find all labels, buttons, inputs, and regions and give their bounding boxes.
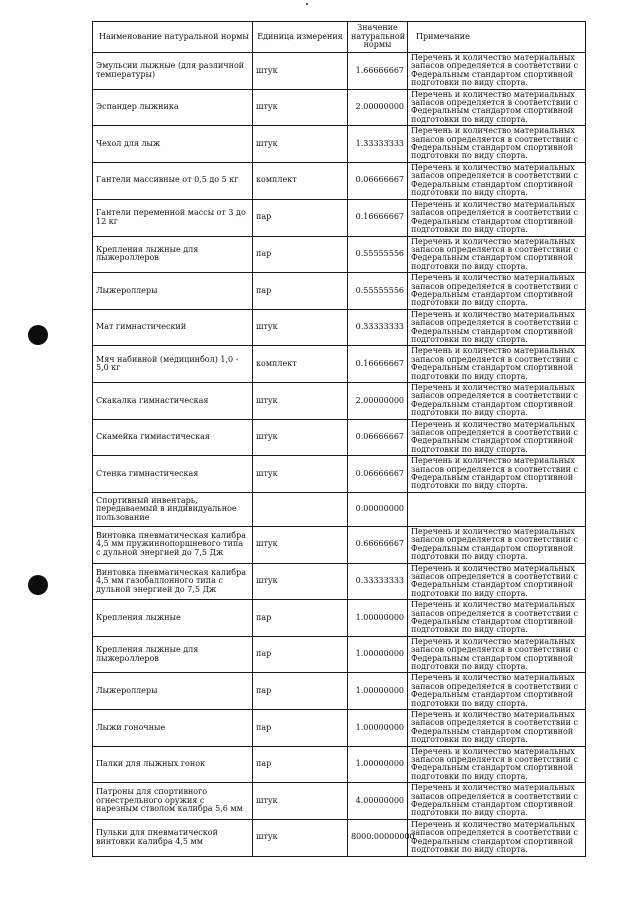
cell-name: Винтовка пневматическая калибра 4,5 мм пружиннопоршневого типа с дульной энергией до 7,5 Дж	[93, 526, 253, 563]
table-row	[93, 563, 586, 600]
cell-note: Перечень и количество материальных запасов определяется в соответствии с Федеральным стандартом спортивной подготовки по виду спорта.	[408, 126, 586, 163]
cell-name: Винтовка пневматическая калибра 4,5 мм газобаллонного типа с дульной энергией до 7,5 Дж	[93, 563, 253, 600]
cell-name: Скамейка гимнастическая	[93, 419, 253, 456]
table-row	[93, 783, 586, 820]
cell-name: Крепления лыжные	[93, 600, 253, 637]
cell-unit: комплект	[253, 162, 348, 199]
cell-name: Лыжероллеры	[93, 673, 253, 710]
cell-value: 2.00000000	[348, 383, 408, 420]
table-row	[93, 309, 586, 346]
cell-value: 0.06666667	[348, 419, 408, 456]
cell-note: Перечень и количество материальных запасов определяется в соответствии с Федеральным стандартом спортивной подготовки по виду спорта.	[408, 309, 586, 346]
cell-value: 1.00000000	[348, 600, 408, 637]
cell-unit: штук	[253, 126, 348, 163]
cell-note: Перечень и количество материальных запасов определяется в соответствии с Федеральным стандартом спортивной подготовки по виду спорта.	[408, 636, 586, 673]
cell-value: 4.00000000	[348, 783, 408, 820]
cell-unit: пар	[253, 710, 348, 747]
cell-unit: пар	[253, 199, 348, 236]
cell-value: 0.33333333	[348, 309, 408, 346]
cell-value: 1.00000000	[348, 710, 408, 747]
cell-unit: штук	[253, 783, 348, 820]
cell-name: Крепления лыжные для лыжероллеров	[93, 236, 253, 273]
header-value: Значение натуральной нормы	[348, 22, 408, 53]
cell-name: Лыжи гоночные	[93, 710, 253, 747]
punch-hole-top	[28, 325, 48, 345]
table-row	[93, 600, 586, 637]
cell-unit: пар	[253, 600, 348, 637]
cell-note: Перечень и количество материальных запасов определяется в соответствии с Федеральным стандартом спортивной подготовки по виду спорта.	[408, 526, 586, 563]
table-row	[93, 419, 586, 456]
cell-value: 0.55555556	[348, 273, 408, 310]
cell-name: Стенка гимнастическая	[93, 456, 253, 493]
cell-name: Гантели массивные от 0,5 до 5 кг	[93, 162, 253, 199]
cell-unit: штук	[253, 53, 348, 90]
header-name: Наименование натуральной нормы	[93, 22, 253, 53]
cell-unit: комплект	[253, 346, 348, 383]
cell-value: 0.66666667	[348, 526, 408, 563]
cell-unit: пар	[253, 273, 348, 310]
table-row	[93, 526, 586, 563]
cell-value: 0.55555556	[348, 236, 408, 273]
table-row	[93, 126, 586, 163]
table-row	[93, 162, 586, 199]
cell-value: 1.66666667	[348, 53, 408, 90]
cell-note: Перечень и количество материальных запасов определяется в соответствии с Федеральным стандартом спортивной подготовки по виду спорта.	[408, 273, 586, 310]
cell-note: Перечень и количество материальных запасов определяется в соответствии с Федеральным стандартом спортивной подготовки по виду спорта.	[408, 236, 586, 273]
cell-note: Перечень и количество материальных запасов определяется в соответствии с Федеральным стандартом спортивной подготовки по виду спорта.	[408, 53, 586, 90]
cell-unit: штук	[253, 819, 348, 856]
table-row	[93, 492, 586, 526]
cell-note: Перечень и количество материальных запасов определяется в соответствии с Федеральным стандартом спортивной подготовки по виду спорта.	[408, 710, 586, 747]
cell-value: 1.00000000	[348, 636, 408, 673]
cell-note: Перечень и количество материальных запасов определяется в соответствии с Федеральным стандартом спортивной подготовки по виду спорта.	[408, 89, 586, 126]
cell-value: 0.16666667	[348, 199, 408, 236]
table-row	[93, 273, 586, 310]
cell-value: 1.00000000	[348, 746, 408, 783]
table-row	[93, 710, 586, 747]
cell-name: Чехол для лыж	[93, 126, 253, 163]
table-header-row	[93, 22, 586, 53]
table-row	[93, 383, 586, 420]
cell-value: 1.33333333	[348, 126, 408, 163]
cell-note: Перечень и количество материальных запасов определяется в соответствии с Федеральным стандартом спортивной подготовки по виду спорта.	[408, 746, 586, 783]
cell-unit: пар	[253, 236, 348, 273]
cell-name: Патроны для спортивного огнестрельного оружия с нарезным стволом калибра 5,6 мм	[93, 783, 253, 820]
cell-value: 0.00000000	[348, 492, 408, 526]
cell-note	[408, 492, 586, 526]
cell-note: Перечень и количество материальных запасов определяется в соответствии с Федеральным стандартом спортивной подготовки по виду спорта.	[408, 346, 586, 383]
norms-table	[92, 21, 586, 857]
cell-value: 0.06666667	[348, 162, 408, 199]
punch-hole-bottom	[28, 575, 48, 595]
table-row	[93, 636, 586, 673]
cell-name: Пульки для пневматической винтовки калибра 4,5 мм	[93, 819, 253, 856]
table-row	[93, 53, 586, 90]
cell-unit: штук	[253, 419, 348, 456]
cell-name: Спортивный инвентарь, передаваемый в индивидуальное пользование	[93, 492, 253, 526]
cell-note: Перечень и количество материальных запасов определяется в соответствии с Федеральным стандартом спортивной подготовки по виду спорта.	[408, 819, 586, 856]
table-row	[93, 456, 586, 493]
table-row	[93, 89, 586, 126]
cell-note: Перечень и количество материальных запасов определяется в соответствии с Федеральным стандартом спортивной подготовки по виду спорта.	[408, 162, 586, 199]
cell-name: Гантели переменной массы от 3 до 12 кг	[93, 199, 253, 236]
cell-name: Мат гимнастический	[93, 309, 253, 346]
cell-value: 2.00000000	[348, 89, 408, 126]
table-row	[93, 673, 586, 710]
table-row	[93, 746, 586, 783]
cell-unit: штук	[253, 456, 348, 493]
cell-unit: штук	[253, 309, 348, 346]
cell-unit: штук	[253, 526, 348, 563]
cell-note: Перечень и количество материальных запасов определяется в соответствии с Федеральным стандартом спортивной подготовки по виду спорта.	[408, 600, 586, 637]
cell-unit: штук	[253, 563, 348, 600]
cell-name: Скакалка гимнастическая	[93, 383, 253, 420]
cell-name: Лыжероллеры	[93, 273, 253, 310]
cell-name: Эмульсии лыжные (для различной температуры)	[93, 53, 253, 90]
cell-name: Крепления лыжные для лыжероллеров	[93, 636, 253, 673]
cell-note: Перечень и количество материальных запасов определяется в соответствии с Федеральным стандартом спортивной подготовки по виду спорта.	[408, 199, 586, 236]
cell-unit: пар	[253, 746, 348, 783]
cell-unit	[253, 492, 348, 526]
cell-name: Мяч набивной (медицинбол) 1,0 - 5,0 кг	[93, 346, 253, 383]
cell-unit: штук	[253, 89, 348, 126]
header-unit: Единица измерения	[253, 22, 348, 53]
cell-value: 1.00000000	[348, 673, 408, 710]
cell-note: Перечень и количество материальных запасов определяется в соответствии с Федеральным стандартом спортивной подготовки по виду спорта.	[408, 563, 586, 600]
cell-unit: пар	[253, 636, 348, 673]
cell-unit: штук	[253, 383, 348, 420]
table-row	[93, 199, 586, 236]
cell-value: 8000.00000000	[348, 819, 408, 856]
table-row	[93, 346, 586, 383]
cell-value: 0.16666667	[348, 346, 408, 383]
cell-name: Палки для лыжных гонок	[93, 746, 253, 783]
scan-speck	[306, 3, 308, 5]
cell-unit: пар	[253, 673, 348, 710]
cell-value: 0.33333333	[348, 563, 408, 600]
cell-value: 0.06666667	[348, 456, 408, 493]
header-note: Примечание	[408, 22, 586, 53]
cell-note: Перечень и количество материальных запасов определяется в соответствии с Федеральным стандартом спортивной подготовки по виду спорта.	[408, 673, 586, 710]
cell-note: Перечень и количество материальных запасов определяется в соответствии с Федеральным стандартом спортивной подготовки по виду спорта.	[408, 419, 586, 456]
cell-note: Перечень и количество материальных запасов определяется в соответствии с Федеральным стандартом спортивной подготовки по виду спорта.	[408, 383, 586, 420]
cell-note: Перечень и количество материальных запасов определяется в соответствии с Федеральным стандартом спортивной подготовки по виду спорта.	[408, 783, 586, 820]
cell-note: Перечень и количество материальных запасов определяется в соответствии с Федеральным стандартом спортивной подготовки по виду спорта.	[408, 456, 586, 493]
table-row	[93, 236, 586, 273]
table-row	[93, 819, 586, 856]
cell-name: Эспандер лыжника	[93, 89, 253, 126]
